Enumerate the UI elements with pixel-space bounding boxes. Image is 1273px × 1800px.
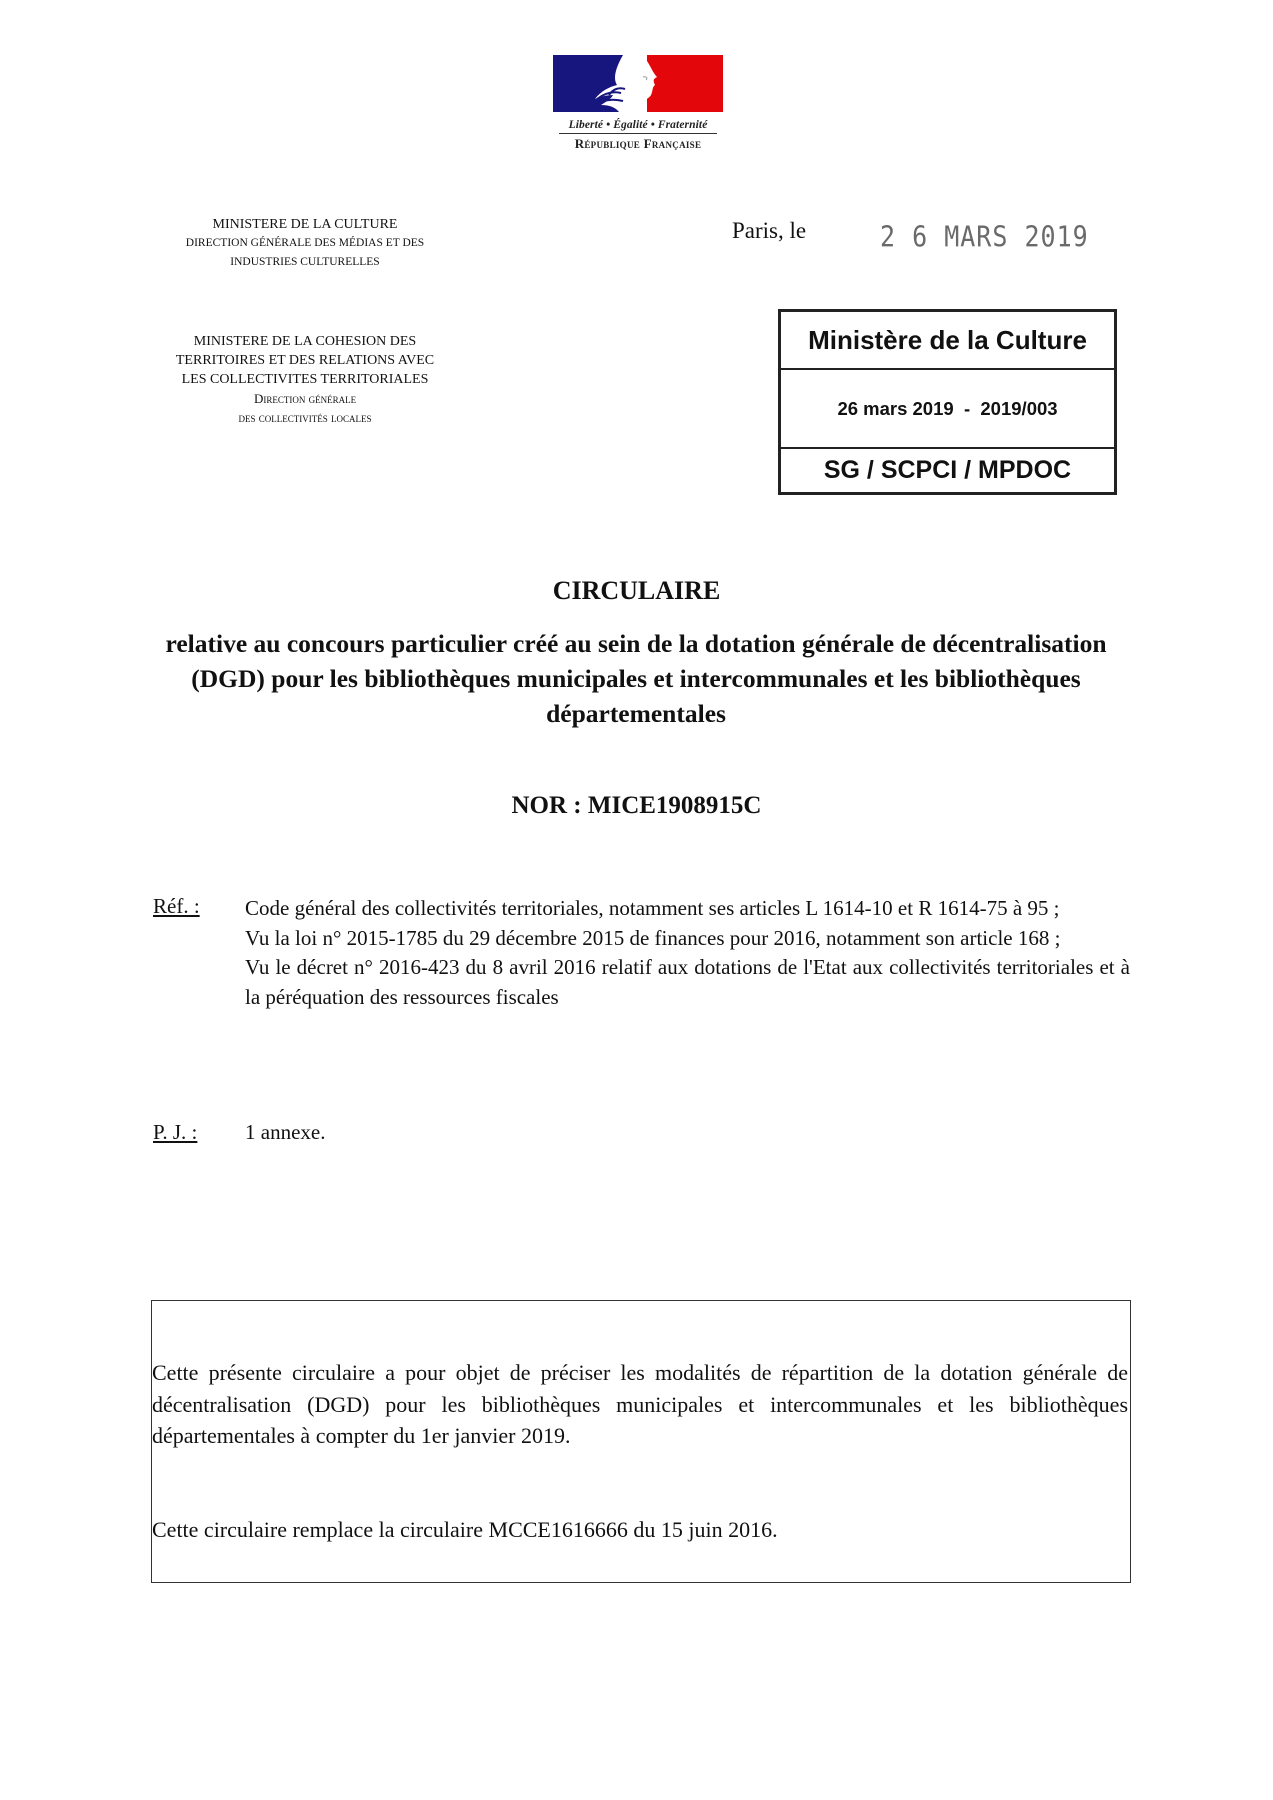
registration-date-number: 26 mars 2019 - 2019/003: [781, 370, 1114, 449]
reference-item: Vu la loi n° 2015-1785 du 29 décembre 2015 de finances pour 2016, notamment son article 168 ;: [245, 925, 1061, 950]
marianne-profile-icon: [591, 55, 661, 112]
date-stamp: 2 6 MARS 2019: [880, 220, 1089, 254]
registration-service: SG / SCPCI / MPDOC: [823, 456, 1072, 484]
attachments-value: 1 annexe.: [245, 1120, 326, 1144]
references-list: [245, 894, 1130, 1013]
ministry-cohesion-direction-line1: Direction générale: [253, 391, 357, 406]
ministry-cohesion-direction-line2: des collectivités locales: [238, 410, 372, 425]
reference-item: Code général des collectivités territoriales, notamment ses articles L 1614-10 et R 1614-75 à 95 ;: [245, 896, 1060, 920]
document-subtitle: relative au concours particulier créé au sein de la dotation générale de décentralisation (DGD) pour les bibliothèques municipales et intercommunales et les bibliothèques départementales: [165, 629, 1107, 728]
ministry-culture-direction-line1: DIRECTION GÉNÉRALE DES MÉDIAS ET DES: [185, 237, 425, 249]
attachments-label: P. J. :: [153, 1120, 198, 1144]
place-prefix: Paris, le: [732, 218, 807, 243]
ministry-culture-header: [140, 216, 470, 272]
registration-stamp: [778, 309, 1117, 495]
ministry-cohesion-name-line2: TERRITOIRES ET DES RELATIONS AVEC: [175, 353, 435, 368]
references-label: Réf. :: [153, 894, 200, 918]
ministry-culture-name: MINISTERE DE LA CULTURE: [212, 217, 398, 232]
summary-box: [151, 1300, 1131, 1583]
republic-name: République Française: [574, 136, 702, 151]
registration-ministry: Ministère de la Culture: [781, 312, 1114, 370]
ministry-cohesion-name-line1: MINISTERE DE LA COHESION DES: [193, 334, 417, 349]
document-type-title: CIRCULAIRE: [552, 576, 721, 605]
tricolor-flag-icon: [553, 55, 723, 112]
ministry-culture-direction-line2: INDUSTRIES CULTURELLES: [230, 256, 380, 268]
summary-paragraph-replacement: Cette circulaire remplace la circulaire MCCE1616666 du 15 juin 2016.: [152, 1517, 778, 1542]
republique-francaise-logo: [553, 55, 723, 152]
republic-motto: Liberté • Égalité • Fraternité: [568, 119, 708, 131]
reference-item: Vu le décret n° 2016-423 du 8 avril 2016 relatif aux dotations de l'Etat aux collectivités territoriales et à la péréquation des ressources fiscales: [245, 955, 1130, 1010]
ministry-cohesion-header: [140, 332, 470, 427]
ministry-cohesion-name-line3: LES COLLECTIVITES TERRITORIALES: [181, 372, 429, 387]
logo-divider: [559, 133, 717, 134]
summary-paragraph-purpose: Cette présente circulaire a pour objet de préciser les modalités de répartition de la dotation générale de décentralisation (DGD) pour les bibliothèques municipales et intercommunales et les bibliothèques départementales à compter du 1er janvier 2019.: [152, 1360, 1128, 1448]
nor-reference: NOR : MICE1908915C: [511, 792, 762, 819]
